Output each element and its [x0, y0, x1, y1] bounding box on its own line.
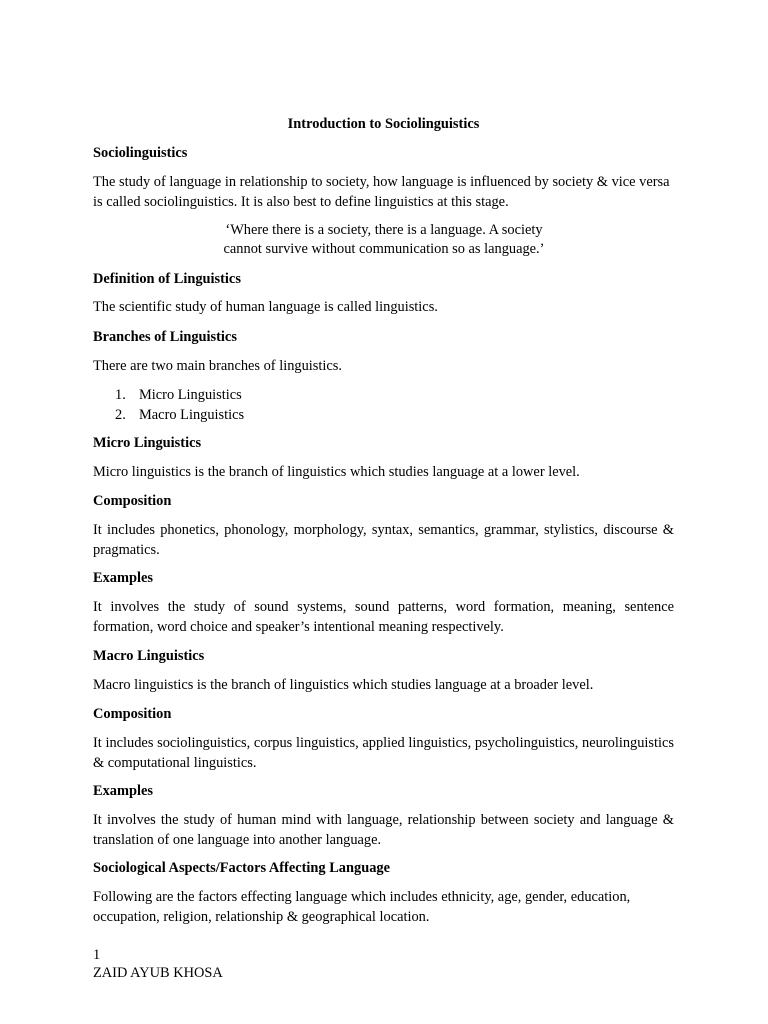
- paragraph-sociological-factors: Following are the factors effecting language which includes ethnicity, age, gender, education, occupation, religion, relationship & geographical location.: [93, 889, 631, 925]
- list-item-label: Macro Linguistics: [139, 406, 245, 423]
- list-item: [93, 386, 674, 406]
- quote-line-2: cannot survive without communication so as language.’: [223, 241, 545, 257]
- heading-macro-examples: Examples: [93, 783, 153, 799]
- paragraph-micro-composition: It includes phonetics, phonology, morphology, syntax, semantics, grammar, stylistics, discourse & pragmatics.: [93, 522, 674, 558]
- list-item-number: 1.: [115, 387, 126, 403]
- heading-branches: Branches of Linguistics: [93, 329, 237, 345]
- list-item-label: Micro Linguistics: [139, 387, 242, 403]
- heading-macro-linguistics: Macro Linguistics: [93, 648, 205, 664]
- paragraph-micro-linguistics: Micro linguistics is the branch of linguistics which studies language at a lower level.: [93, 464, 580, 480]
- heading-micro-examples: Examples: [93, 570, 153, 586]
- list-item-number: 2.: [115, 406, 126, 423]
- branches-list: [93, 386, 674, 425]
- heading-macro-composition: Composition: [93, 706, 172, 722]
- paragraph-definition: The scientific study of human language is called linguistics.: [93, 299, 438, 315]
- heading-sociolinguistics: Sociolinguistics: [93, 145, 188, 161]
- paragraph-macro-examples: It involves the study of human mind with language, relationship between society and language & translation of one language into another language.: [93, 812, 674, 848]
- heading-micro-composition: Composition: [93, 493, 172, 509]
- footer-author: ZAID AYUB KHOSA: [93, 965, 223, 981]
- page-number: 1: [93, 947, 101, 963]
- heading-definition: Definition of Linguistics: [93, 271, 241, 287]
- quote-line-1: ‘Where there is a society, there is a language. A society: [225, 222, 543, 238]
- paragraph-macro-linguistics: Macro linguistics is the branch of linguistics which studies language at a broader level.: [93, 677, 594, 693]
- paragraph-micro-examples: It involves the study of sound systems, sound patterns, word formation, meaning, sentence formation, word choice and speaker’s intentional meaning respectively.: [93, 599, 674, 635]
- paragraph-branches: There are two main branches of linguistics.: [93, 358, 342, 374]
- heading-micro-linguistics: Micro Linguistics: [93, 435, 202, 451]
- document-title: Introduction to Sociolinguistics: [287, 116, 480, 132]
- heading-sociological-factors: Sociological Aspects/Factors Affecting Language: [93, 860, 390, 876]
- list-item: [93, 406, 674, 426]
- paragraph-sociolinguistics: The study of language in relationship to society, how language is influenced by society & vice versa is called sociolinguistics. It is also best to define linguistics at this stage.: [93, 174, 670, 210]
- paragraph-macro-composition: It includes sociolinguistics, corpus linguistics, applied linguistics, psycholinguistics, neurolinguistics & computational linguistics.: [93, 735, 674, 771]
